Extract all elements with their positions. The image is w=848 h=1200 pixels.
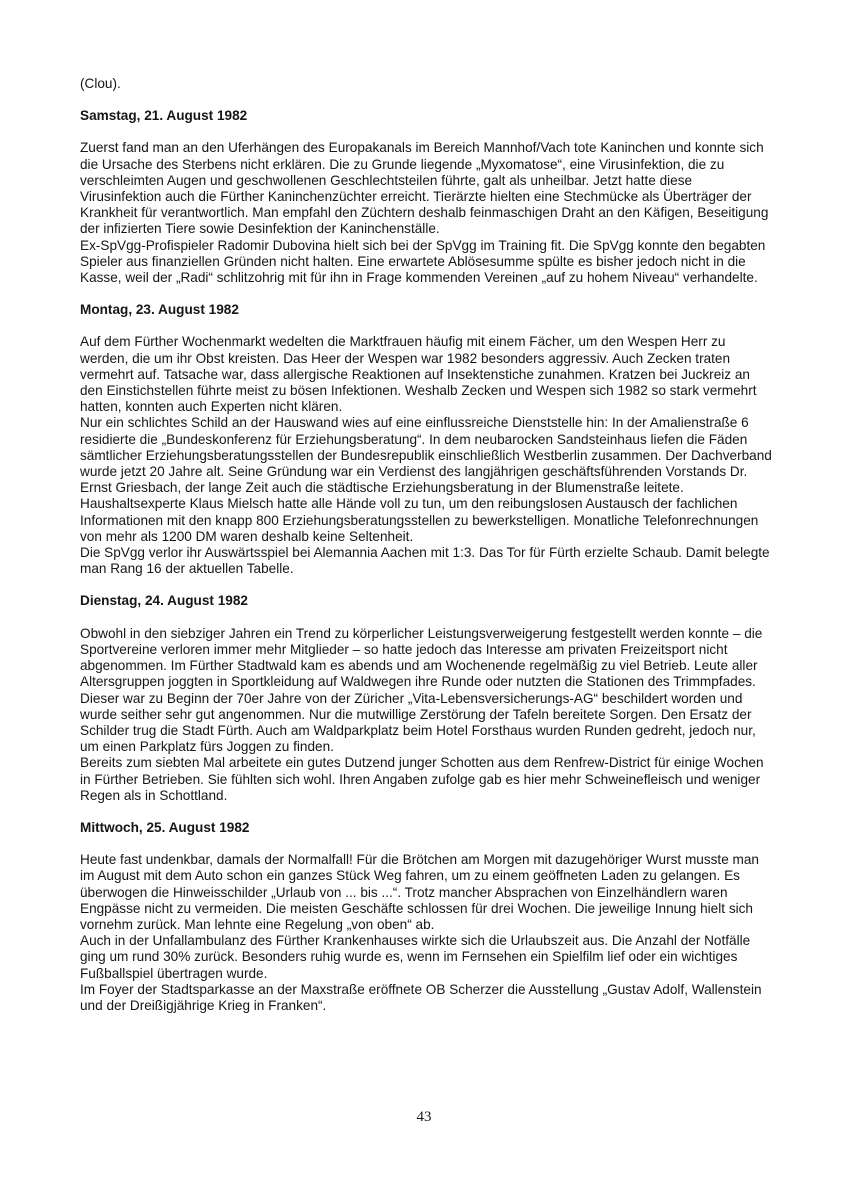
section-heading-dienstag-24-august: Dienstag, 24. August 1982 <box>80 593 248 609</box>
paragraph: Auf dem Fürther Wochenmarkt wedelten die Marktfrauen häufig mit einem Fächer, um den Wespen Herr zu werden, die um ihr Obst kreisten. Das Heer der Wespen war 1982 besonders aggressiv. Auch Zecken traten vermehrt auf. Tatsache war, dass allergische Reaktionen auf Insektenstiche zunahmen. Kratzen bei Juckreiz an den Einstichstellen führte meist zu bösen Infektionen. Weshalb Zecken und Wespen sich 1982 so stark vermehrt hatten, konnten auch Experten nicht klären. <box>80 334 757 415</box>
paragraph: Nur ein schlichtes Schild an der Hauswand wies auf eine einflussreiche Dienststelle hin: In der Amalienstraße 6 residierte die „Bundeskonferenz für Erziehungsberatung“. In dem neubarocken Sandsteinhaus liefen die Fäden sämtlicher Erziehungsberatungsstellen der Bundesrepublik einschließlich Westberlin zusammen. Der Dachverband wurde jetzt 20 Jahre alt. Seine Gründung war ein Verdienst des langjährigen geschäftsführenden Vorstands Dr. Ernst Griesbach, der lange Zeit auch die städtische Erziehungsberatung in der Blumenstraße leitete. Haushaltsexperte Klaus Mielsch hatte alle Hände voll zu tun, um den reibungslosen Austausch der fachlichen Informationen mit den knapp 800 Erziehungsberatungsstellen zu bewerkstelligen. Monatliche Telefonrechnungen von mehr als 1200 DM waren deshalb keine Seltenheit. <box>80 415 772 544</box>
section-body-samstag <box>80 140 774 286</box>
section-heading-samstag-21-august: Samstag, 21. August 1982 <box>80 108 248 124</box>
paragraph: Zuerst fand man an den Uferhängen des Europakanals im Bereich Mannhof/Vach tote Kaninchen und konnte sich die Ursache des Sterbens nicht erklären. Die zu Grunde liegende „Myxomatose“, eine Virusinfektion, die zu verschleimten Augen und geschwollenen Geschlechtsteilen führte, galt als unheilbar. Jetzt hatte diese Virusinfektion auch die Fürther Kaninchenzüchter erreicht. Tierärzte hielten eine Stechmücke als Überträger der Krankheit für verantwortlich. Man empfahl den Züchtern deshalb feinmaschigen Draht an den Käfigen, Beseitigung der infizierten Tiere sowie Desinfektion der Kaninchenställe. <box>80 140 769 237</box>
paragraph: Bereits zum siebten Mal arbeitete ein gutes Dutzend junger Schotten aus dem Renfrew-District für einige Wochen in Fürther Betrieben. Sie fühlten sich wohl. Ihren Angaben zufolge gab es hier mehr Schweinefleisch und weniger Regen als in Schottland. <box>80 755 764 803</box>
section-body-dienstag <box>80 626 774 804</box>
paragraph: Im Foyer der Stadtsparkasse an der Maxstraße eröffnete OB Scherzer die Ausstellung „Gustav Adolf, Wallenstein und der Dreißigjährige Krieg in Franken“. <box>80 981 762 1013</box>
continuation-text: (Clou). <box>80 76 121 91</box>
section-heading-mittwoch-25-august: Mittwoch, 25. August 1982 <box>80 819 250 835</box>
document-text-block <box>80 76 774 1030</box>
section-body-montag <box>80 334 774 577</box>
section-heading-montag-23-august: Montag, 23. August 1982 <box>80 302 239 318</box>
paragraph: Auch in der Unfallambulanz des Fürther Krankenhauses wirkte sich die Urlaubszeit aus. Die Anzahl der Notfälle ging um rund 30% zurück. Besonders ruhig wurde es, wenn im Fernsehen ein Spielfilm lief oder ein wichtiges Fußballspiel übertragen wurde. <box>80 933 751 981</box>
page-number: 43 <box>416 1109 432 1125</box>
paragraph: Heute fast undenkbar, damals der Normalfall! Für die Brötchen am Morgen mit dazugehöriger Wurst musste man im August mit dem Auto schon ein ganzes Stück Weg fahren, um zu einem geöffneten Laden zu gelangen. Es überwogen die Hinweisschilder „Urlaub von ... bis ...“. Trotz mancher Absprachen von Einzelhändlern waren Engpässe nicht zu vermeiden. Die meisten Geschäfte schlossen für drei Wochen. Die jeweilige Innung hielt sich vornehm zurück. Man lehnte eine Regelung „von oben“ ab. <box>80 852 759 932</box>
paragraph: Obwohl in den siebziger Jahren ein Trend zu körperlicher Leistungsverweigerung festgestellt werden konnte – die Sportvereine verloren immer mehr Mitglieder – so hatte jedoch das Interesse am privaten Freizeitsport nicht abgenommen. Im Fürther Stadtwald kam es abends und am Wochenende regelmäßig zu viel Betrieb. Leute aller Altersgruppen joggten in Sportkleidung auf Waldwegen ihre Runde oder nutzten die Stationen des Trimmpfades. Dieser war zu Beginn der 70er Jahre von der Züricher „Vita-Lebensversicherungs-AG“ beschildert worden und wurde seither sehr gut angenommen. Nur die mutwillige Zerstörung der Tafeln bereitete Sorgen. Den Ersatz der Schilder trug die Stadt Fürth. Auch am Waldparkplatz beim Hotel Forsthaus wurden Runden gedreht, jedoch nur, um einen Parkplatz fürs Joggen zu finden. <box>80 625 763 755</box>
section-body-mittwoch <box>80 852 774 1014</box>
paragraph: Ex-SpVgg-Profispieler Radomir Dubovina hielt sich bei der SpVgg im Training fit. Die SpVgg konnte den begabten Spieler aus finanziellen Gründen nicht halten. Eine erwartete Ablösesumme spülte es bisher jedoch nicht in die Kasse, weil der „Radi“ schlitzohrig mit für ihn in Frage kommenden Vereinen „auf zu hohem Niveau“ verhandelte. <box>80 237 766 286</box>
paragraph: Die SpVgg verlor ihr Auswärtsspiel bei Alemannia Aachen mit 1:3. Das Tor für Fürth erzielte Schaub. Damit belegte man Rang 16 der aktuellen Tabelle. <box>80 545 770 577</box>
